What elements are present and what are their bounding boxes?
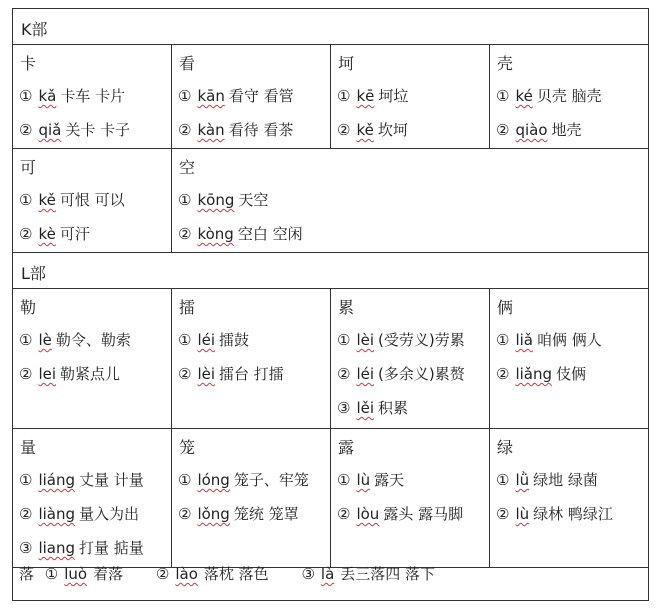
pinyin: kòng (197, 225, 234, 243)
entry-char: 看 (179, 54, 196, 73)
pinyin: qiào (515, 121, 548, 139)
section-k-header (13, 9, 648, 45)
reading-line (19, 85, 125, 106)
reading-num: ① (496, 331, 510, 349)
example-words: 量入为出 (79, 505, 140, 523)
pinyin: lèi (356, 331, 375, 349)
reading-num: ① (19, 331, 33, 349)
reading-line (337, 119, 408, 140)
reading-line (496, 469, 598, 490)
reading-line (337, 503, 463, 524)
entry-char: 空 (179, 158, 196, 177)
pinyin: kàn (197, 121, 225, 139)
entry-char: 绿 (497, 438, 514, 457)
example-words: 可恨 可以 (59, 191, 125, 209)
entry-cell (172, 149, 648, 253)
reading-num: ② (496, 505, 510, 523)
section-k-grid (13, 45, 648, 253)
entry-cell (13, 289, 172, 429)
entry-char: 累 (338, 298, 355, 317)
pinyin: léi (197, 331, 216, 349)
example-words: 地壳 (551, 121, 582, 139)
example-words: 关卡 卡子 (65, 121, 131, 139)
example-words: 绿林 鸭绿江 (533, 505, 613, 523)
reading-num: ① (337, 471, 351, 489)
reading-num: ② (337, 121, 351, 139)
reading-num: ① (19, 191, 33, 209)
reading-num: ① (44, 565, 59, 583)
pinyin: liǎ (515, 331, 533, 349)
pinyin: kě (38, 191, 56, 209)
reading-line (178, 85, 294, 106)
pinyin: lǒng (197, 505, 230, 523)
example-words: 勒紧点儿 (60, 365, 121, 383)
example-words: 看待 看茶 (228, 121, 294, 139)
reading-num: ① (19, 87, 33, 105)
pinyin: ké (515, 87, 533, 105)
reading-line (19, 503, 139, 524)
entry-char: 笼 (179, 438, 196, 457)
entry-cell (331, 45, 490, 149)
entry-cell (172, 289, 331, 429)
reading-num: ① (496, 87, 510, 105)
example-words: 坎坷 (377, 121, 408, 139)
entry-char: 俩 (497, 298, 514, 317)
example-words: 咱俩 俩人 (536, 331, 602, 349)
reading-num: ② (19, 121, 33, 139)
pinyin: là (320, 565, 335, 583)
reading-line (178, 363, 284, 384)
reading-num: ② (178, 505, 192, 523)
section-title: L部 (21, 264, 46, 283)
pinyin: lóng (197, 471, 230, 489)
reading-line (19, 537, 144, 558)
example-words: 擂鼓 (219, 331, 250, 349)
reading-line (19, 329, 131, 350)
reading-line (19, 223, 90, 244)
example-words: (多余义)累赘 (378, 365, 465, 383)
reading-line (19, 189, 125, 210)
pinyin: liáng (38, 471, 76, 489)
reading-num: ① (337, 87, 351, 105)
reading-num: ① (178, 191, 192, 209)
reading-num: ③ (19, 539, 33, 557)
pinyin: kě (356, 121, 374, 139)
reading-num: ① (178, 87, 192, 105)
pinyin: kè (38, 225, 56, 243)
reading-line (178, 223, 303, 244)
example-words: 可汗 (59, 225, 90, 243)
entry-char: 壳 (497, 54, 514, 73)
reading-line (337, 397, 408, 418)
entry-cell (331, 289, 490, 429)
pinyin: kǎ (38, 87, 57, 105)
entry-cell (172, 429, 331, 568)
entry-cell (490, 45, 648, 149)
example-words: 坷垃 (378, 87, 409, 105)
pinyin: liang (38, 539, 76, 557)
entry-char: 卡 (20, 54, 37, 73)
section-l-header (13, 253, 648, 289)
entry-char: 落 (19, 565, 35, 583)
entry-char: 勒 (20, 298, 37, 317)
reading-line (496, 503, 613, 524)
pinyin: lè (38, 331, 52, 349)
example-words: 露头 露马脚 (383, 505, 464, 523)
reading-line (178, 469, 309, 490)
reading-line (496, 119, 582, 140)
pinyin: lòu (356, 505, 380, 523)
reading-num: ② (496, 121, 510, 139)
reading-num: ② (337, 365, 351, 383)
reading-num: ② (337, 505, 351, 523)
pinyin: lào (175, 565, 198, 583)
reading-line (337, 329, 465, 350)
example-words: 丢三落四 落下 (340, 565, 436, 583)
example-words: 勒令、勒索 (55, 331, 131, 349)
pinyin: lěi (356, 399, 375, 417)
example-words: 落枕 落色 (203, 565, 269, 583)
example-words: 积累 (378, 399, 409, 417)
example-words: 丈量 计量 (79, 471, 144, 489)
example-words: 看守 看管 (228, 87, 294, 105)
reading-line (337, 85, 408, 106)
reading-num: ③ (301, 565, 315, 583)
example-words: 天空 (238, 191, 269, 209)
entry-cell (331, 429, 490, 568)
example-words: 笼子、牢笼 (233, 471, 309, 489)
example-words: 绿地 绿菌 (533, 471, 598, 489)
reading-line (19, 363, 120, 384)
bottom-entry-row (19, 563, 441, 584)
entry-cell (13, 45, 172, 149)
polyphone-table (12, 8, 649, 601)
reading-line (178, 189, 268, 210)
reading-line (496, 85, 602, 106)
pinyin: léi (356, 365, 375, 383)
example-words: 打量 掂量 (79, 539, 144, 557)
pinyin: lù (515, 505, 530, 523)
entry-cell (13, 149, 172, 253)
example-words: (受劳义)劳累 (378, 331, 465, 349)
reading-num: ① (178, 471, 192, 489)
reading-line (178, 503, 299, 524)
entry-char: 露 (338, 438, 355, 457)
pinyin: qiǎ (38, 121, 62, 139)
reading-num: ② (19, 505, 33, 523)
entry-char: 可 (20, 158, 37, 177)
reading-num: ① (337, 331, 351, 349)
reading-num: ① (178, 331, 192, 349)
entry-char: 擂 (179, 298, 196, 317)
example-words: 笼统 笼罩 (233, 505, 299, 523)
reading-line (178, 119, 293, 140)
reading-num: ② (178, 121, 192, 139)
reading-line (178, 329, 249, 350)
entry-cell (490, 289, 648, 429)
reading-line (19, 469, 144, 490)
reading-line (496, 329, 602, 350)
reading-line (337, 363, 465, 384)
reading-num: ① (496, 471, 510, 489)
reading-num: ② (178, 225, 192, 243)
example-words: 着落 (93, 565, 124, 583)
example-words: 贝壳 脑壳 (536, 87, 602, 105)
example-words: 伎俩 (556, 365, 587, 383)
pinyin: lei (38, 365, 57, 383)
pinyin: lù (356, 471, 371, 489)
entry-cell (13, 429, 172, 568)
example-words: 空白 空闲 (237, 225, 303, 243)
reading-num: ② (19, 225, 33, 243)
pinyin: liàng (38, 505, 76, 523)
pinyin: kē (356, 87, 375, 105)
section-l-grid (13, 289, 648, 568)
pinyin: kōng (197, 191, 235, 209)
entry-cell (490, 429, 648, 568)
example-words: 擂台 打擂 (219, 365, 284, 383)
pinyin: kān (197, 87, 225, 105)
reading-line (19, 119, 130, 140)
example-words: 露天 (374, 471, 405, 489)
reading-line (496, 363, 586, 384)
reading-num: ③ (337, 399, 351, 417)
pinyin: luò (64, 565, 88, 583)
reading-num: ② (19, 365, 33, 383)
reading-num: ② (178, 365, 192, 383)
entry-cell (172, 45, 331, 149)
pinyin: lèi (197, 365, 216, 383)
pinyin: liǎng (515, 365, 553, 383)
example-words: 卡车 卡片 (60, 87, 126, 105)
entry-char: 量 (20, 438, 37, 457)
section-title: K部 (21, 20, 48, 39)
reading-num: ② (155, 565, 170, 583)
reading-num: ① (19, 471, 33, 489)
pinyin: lǜ (515, 471, 530, 489)
entry-char: 坷 (338, 54, 355, 73)
reading-num: ② (496, 365, 510, 383)
reading-line (337, 469, 404, 490)
